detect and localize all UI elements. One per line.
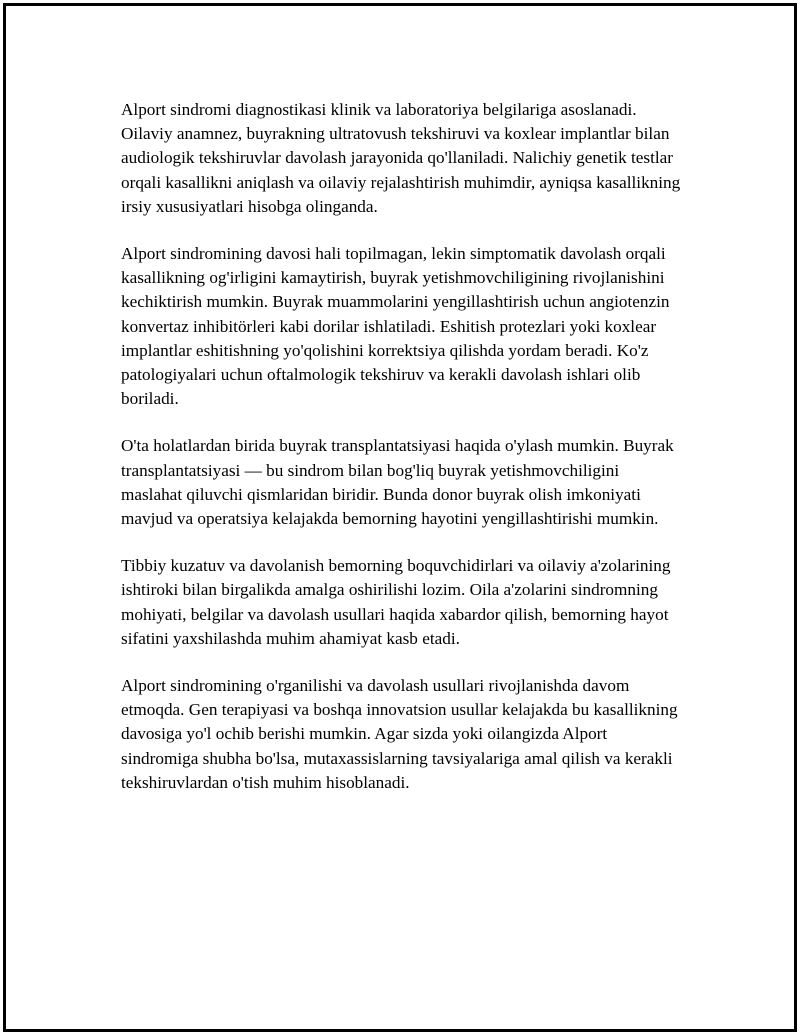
- paragraph-transplantation: O'ta holatlardan birida buyrak transplantatsiyasi haqida o'ylash mumkin. Buyrak transplantatsiyasi — bu sindrom bilan bog'liq buyrak yetishmovchiligini maslahat qiluvchi qismlaridan biridir. Bunda donor buyrak olish imkoniyati mavjud va operatsiya kelajakda bemorning hayotini yengillashtirishi mumkin.: [121, 436, 674, 529]
- page-frame: [3, 3, 797, 1032]
- paragraph-treatment: Alport sindromining davosi hali topilmagan, lekin simptomatik davolash orqali kasallikning og'irligini kamaytirish, buyrak yetishmovchiligining rivojlanishini kechiktirish mumkin. Buyrak muammolarini yengillashtirish uchun angiotenzin konvertaz inhibitörleri kabi dorilar ishlatiladi. Eshitish protezlari yoki koxlear implantlar eshitishning yo'qolishini korrektsiya qilishda yordam beradi. Ko'z patologiyalari uchun oftalmologik tekshiruv va kerakli davolash ishlari olib boriladi.: [121, 244, 670, 409]
- document-body: [121, 98, 681, 818]
- paragraph-diagnostics: Alport sindromi diagnostikasi klinik va laboratoriya belgilariga asoslanadi. Oilaviy anamnez, buyrakning ultratovush tekshiruvi va koxlear implantlar bilan audiologik tekshiruvlar davolash jarayonida qo'llaniladi. Nalichiy genetik testlar orqali kasallikni aniqlash va oilaviy rejalashtirish muhimdir, ayniqsa kasallikning irsiy xususiyatlari hisobga olinganda.: [121, 100, 681, 216]
- paragraph-family-care: Tibbiy kuzatuv va davolanish bemorning boquvchidirlari va oilaviy a'zolarining ishtiroki bilan birgalikda amalga oshirilishi lozim. Oila a'zolarini sindromning mohiyati, belgilar va davolash usullari haqida xabardor qilish, bemorning hayot sifatini yaxshilashda muhim ahamiyat kasb etadi.: [121, 556, 671, 648]
- paragraph-research: Alport sindromining o'rganilishi va davolash usullari rivojlanishda davom etmoqda. Gen terapiyasi va boshqa innovatsion usullar kelajakda bu kasallikning davosiga yo'l ochib berishi mumkin. Agar sizda yoki oilangizda Alport sindromiga shubha bo'lsa, mutaxassislarning tavsiyalariga amal qilish va kerakli tekshiruvlardan o'tish muhim hisoblanadi.: [121, 676, 678, 792]
